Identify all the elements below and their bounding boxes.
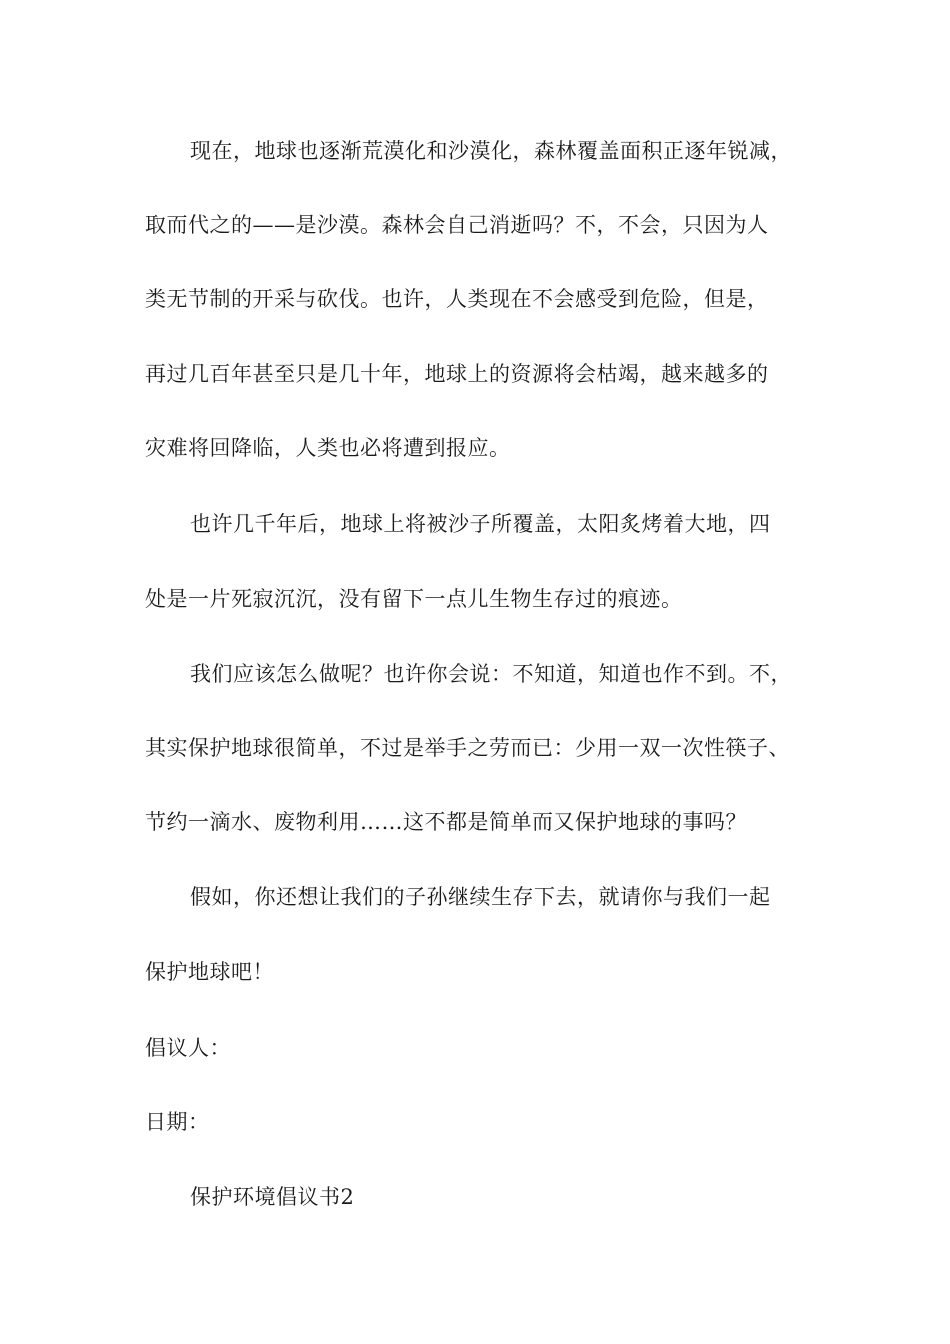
section-heading: 保护环境倡议书2 <box>190 1185 355 1209</box>
paragraph-1-line-5: 灾难将回降临，人类也必将遭到报应。 <box>145 436 511 460</box>
paragraph-4-line-1: 假如，你还想让我们的子孙继续生存下去，就请你与我们一起 <box>190 885 771 909</box>
paragraph-1-line-3: 类无节制的开采与砍伐。也许，人类现在不会感受到危险，但是， <box>145 287 769 311</box>
date-label: 日期： <box>145 1110 210 1134</box>
initiator-label: 倡议人： <box>145 1036 231 1060</box>
paragraph-2-line-1: 也许几千年后，地球上将被沙子所覆盖，太阳炙烤着大地，四 <box>190 512 771 536</box>
paragraph-3-line-3: 节约一滴水、废物利用……这不都是简单而又保护地球的事吗？ <box>145 810 747 834</box>
paragraph-1-line-1: 现在，地球也逐渐荒漠化和沙漠化，森林覆盖面积正逐年锐减， <box>190 139 792 163</box>
paragraph-3-line-1: 我们应该怎么做呢？也许你会说：不知道，知道也作不到。不， <box>190 662 792 686</box>
paragraph-4-line-2: 保护地球吧！ <box>145 960 274 984</box>
paragraph-3-line-2: 其实保护地球很简单，不过是举手之劳而已：少用一双一次性筷子、 <box>145 736 790 760</box>
paragraph-2-line-2: 处是一片死寂沉沉，没有留下一点儿生物生存过的痕迹。 <box>145 587 683 611</box>
paragraph-1-line-4: 再过几百年甚至只是几十年，地球上的资源将会枯竭，越来越多的 <box>145 362 769 386</box>
paragraph-1-line-2: 取而代之的——是沙漠。森林会自己消逝吗？不，不会，只因为人 <box>145 213 769 237</box>
